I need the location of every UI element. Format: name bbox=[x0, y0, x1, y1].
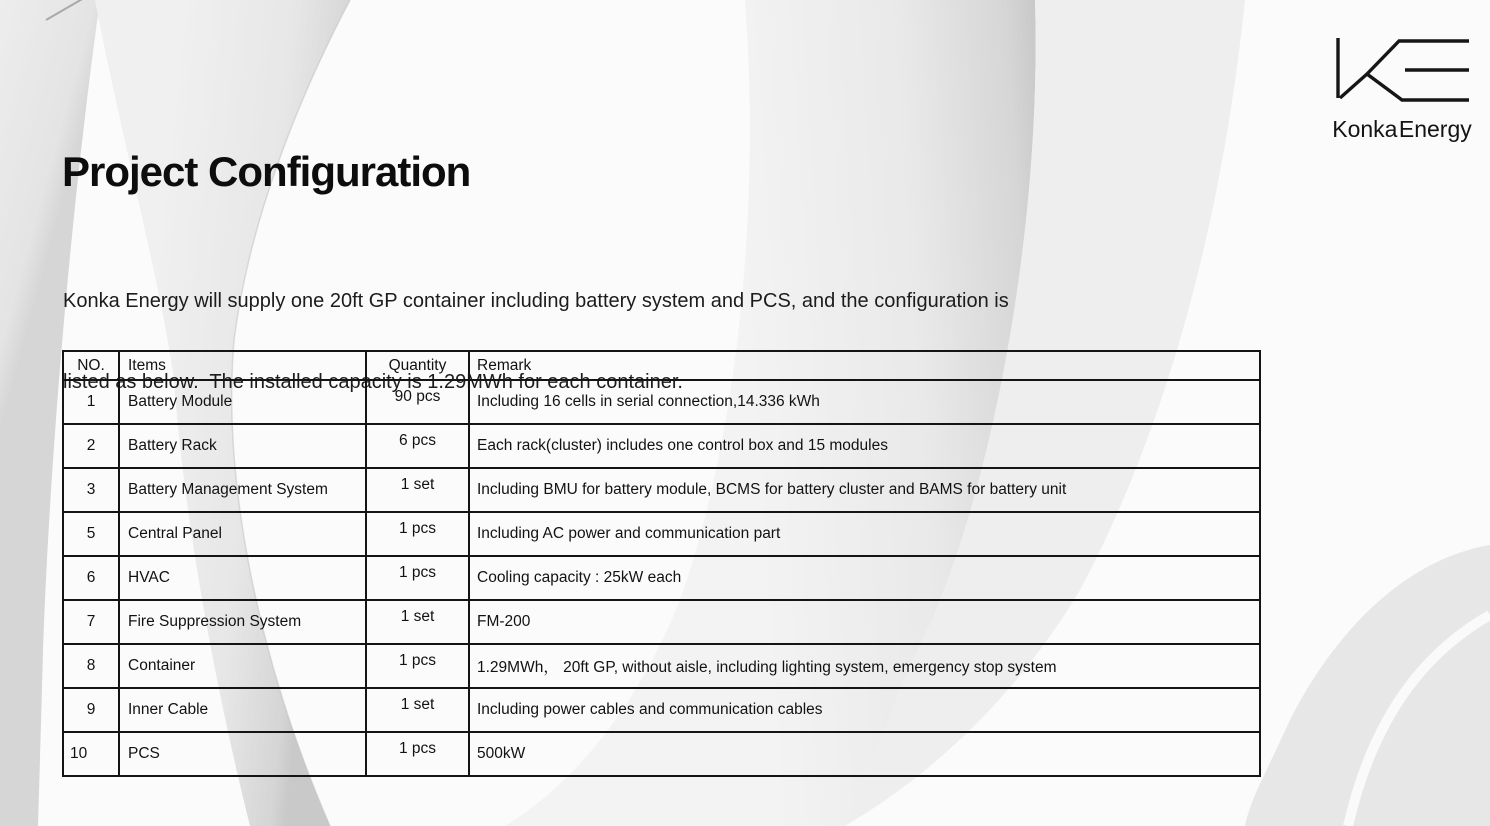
cell-item: Battery Module bbox=[119, 380, 366, 424]
cell-item: Container bbox=[119, 644, 366, 688]
cell-remark: Including 16 cells in serial connection,14.336 kWh bbox=[469, 380, 1260, 424]
cell-quantity: 1 pcs bbox=[366, 732, 469, 776]
cell-no: 5 bbox=[63, 512, 119, 556]
intro-line-2: listed as below. The installed capacity is 1.29MWh for each container. bbox=[63, 371, 683, 393]
table-row bbox=[63, 512, 1260, 556]
cell-item: Inner Cable bbox=[119, 688, 366, 732]
cell-remark: Including AC power and communication part bbox=[469, 512, 1260, 556]
cell-no: 9 bbox=[63, 688, 119, 732]
cell-no: 10 bbox=[63, 732, 119, 776]
cell-quantity: 1 pcs bbox=[366, 644, 469, 688]
header-quantity: Quantity bbox=[366, 351, 469, 380]
cell-no: 6 bbox=[63, 556, 119, 600]
cell-quantity: 1 pcs bbox=[366, 512, 469, 556]
cell-remark: Including power cables and communication cables bbox=[469, 688, 1260, 732]
cell-no: 3 bbox=[63, 468, 119, 512]
cell-quantity: 1 set bbox=[366, 468, 469, 512]
table-row bbox=[63, 644, 1260, 688]
cell-remark: 500kW bbox=[469, 732, 1260, 776]
table-row bbox=[63, 380, 1260, 424]
header-no: NO. bbox=[63, 351, 119, 380]
cell-quantity: 1 set bbox=[366, 688, 469, 732]
cell-item: HVAC bbox=[119, 556, 366, 600]
table-row bbox=[63, 600, 1260, 644]
cell-quantity: 1 pcs bbox=[366, 556, 469, 600]
cell-remark: FM-200 bbox=[469, 600, 1260, 644]
intro-line-1: Konka Energy will supply one 20ft GP container including battery system and PCS, and the configuration is bbox=[63, 290, 1009, 312]
table-header-row bbox=[63, 351, 1260, 380]
konka-energy-logo-icon bbox=[1329, 30, 1475, 110]
table-row bbox=[63, 468, 1260, 512]
cell-no: 7 bbox=[63, 600, 119, 644]
logo bbox=[1316, 30, 1488, 143]
table-row bbox=[63, 424, 1260, 468]
cell-no: 1 bbox=[63, 380, 119, 424]
header-items: Items bbox=[119, 351, 366, 380]
cell-quantity: 6 pcs bbox=[366, 424, 469, 468]
cell-no: 2 bbox=[63, 424, 119, 468]
table-row bbox=[63, 732, 1260, 776]
cell-item: PCS bbox=[119, 732, 366, 776]
configuration-table bbox=[62, 350, 1261, 777]
cell-quantity: 90 pcs bbox=[366, 380, 469, 424]
page-title: Project Configuration bbox=[62, 148, 471, 195]
header-remark: Remark bbox=[469, 351, 1260, 380]
table-row bbox=[63, 688, 1260, 732]
cell-quantity: 1 set bbox=[366, 600, 469, 644]
cell-remark: Cooling capacity : 25kW each bbox=[469, 556, 1260, 600]
cell-item: Battery Management System bbox=[119, 468, 366, 512]
cell-remark: 1.29MWh， 20ft GP, without aisle, including lighting system, emergency stop system bbox=[469, 644, 1260, 688]
cell-item: Fire Suppression System bbox=[119, 600, 366, 644]
cell-remark: Including BMU for battery module, BCMS for battery cluster and BAMS for battery unit bbox=[469, 468, 1260, 512]
cell-item: Central Panel bbox=[119, 512, 366, 556]
cell-remark: Each rack(cluster) includes one control box and 15 modules bbox=[469, 424, 1260, 468]
cell-item: Battery Rack bbox=[119, 424, 366, 468]
table-row bbox=[63, 556, 1260, 600]
logo-company-name: Konka Energy bbox=[1332, 116, 1472, 142]
cell-no: 8 bbox=[63, 644, 119, 688]
